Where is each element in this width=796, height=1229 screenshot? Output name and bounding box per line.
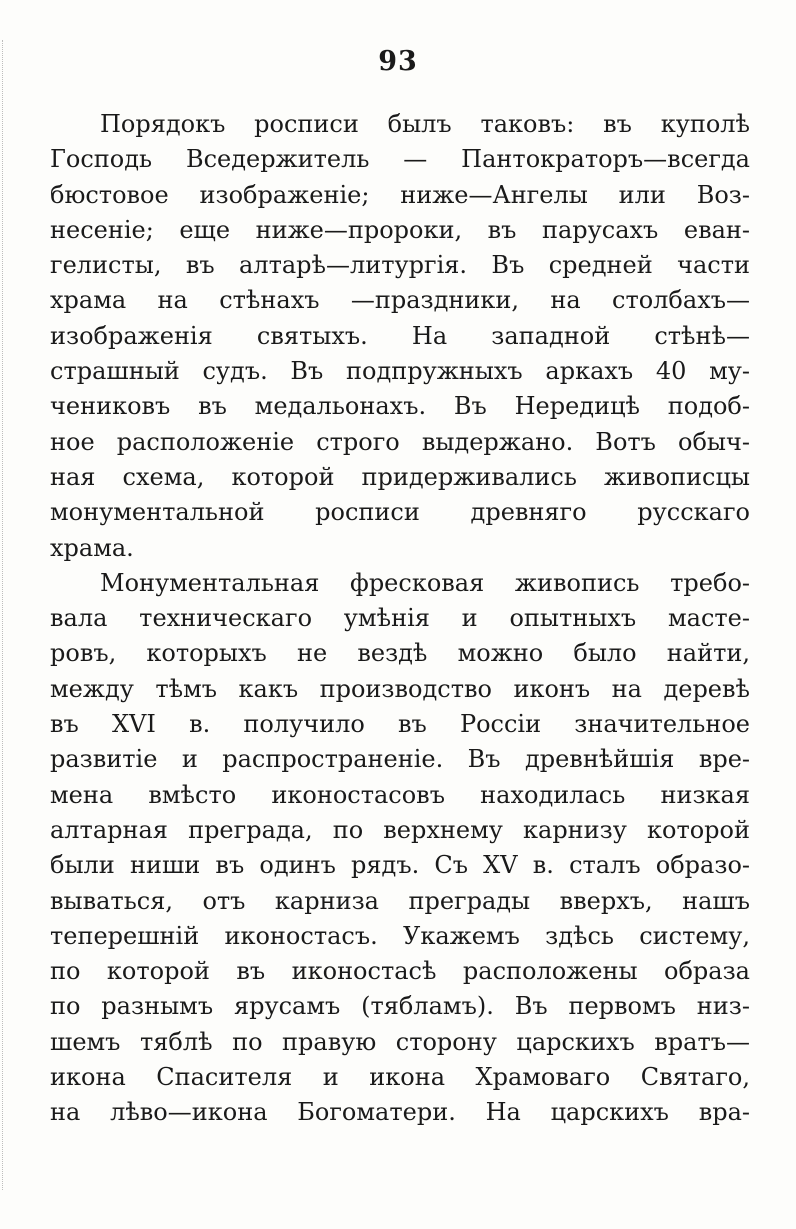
text-line: ное расположеніе строго выдержано. Вотъ обыч-: [50, 427, 750, 456]
text-line: между тѣмъ какъ производство иконъ на деревѣ: [50, 674, 750, 703]
text-line: гелисты, въ алтарѣ—литургія. Въ средней части: [50, 251, 750, 280]
text-line: были ниши въ одинъ рядъ. Съ XV в. сталъ образо-: [50, 851, 750, 880]
text-line: бюстовое изображеніе; ниже—Ангелы или Воз-: [50, 180, 750, 209]
text-line: храма.: [50, 533, 134, 562]
text-line: несеніе; еще ниже—пророки, въ парусахъ еван-: [50, 215, 750, 244]
text-line: въ XVI в. получило въ Россіи значительное: [50, 710, 750, 739]
text-line: ровъ, которыхъ не вездѣ можно было найти,: [50, 639, 750, 668]
text-line: ная схема, которой придерживались живописцы: [50, 462, 750, 491]
text-line: теперешній иконостасъ. Укажемъ здѣсь систему,: [50, 921, 750, 950]
text-line: Господь Вседержитель — Пантократоръ—всегда: [50, 145, 750, 174]
page-number: 93: [378, 46, 418, 77]
text-line: храма на стѣнахъ —праздники, на столбахъ—: [50, 286, 750, 315]
text-line: монументальной росписи древняго русскаго: [50, 498, 750, 527]
text-line: шемъ тяблѣ по правую сторону царскихъ вратъ—: [50, 1027, 750, 1056]
text-line: развитіе и распространеніе. Въ древнѣйшія вре-: [50, 745, 750, 774]
text-line: вала техническаго умѣнія и опытныхъ масте-: [50, 604, 750, 633]
text-line: страшный судъ. Въ подпружныхъ аркахъ 40 му-: [50, 357, 750, 386]
text-line: по которой въ иконостасѣ расположены образа: [50, 957, 750, 986]
text-line: изображенія святыхъ. На западной стѣнѣ—: [50, 321, 750, 350]
body-text: [50, 107, 750, 1131]
text-line: на лѣво—икона Богоматери. На царскихъ вра-: [50, 1098, 750, 1127]
text-line: вываться, отъ карниза преграды вверхъ, нашъ: [50, 886, 750, 915]
text-line: икона Спасителя и икона Храмоваго Святаго,: [50, 1063, 750, 1092]
text-line: алтарная преграда, по верхнему карнизу которой: [50, 815, 750, 844]
page-edge-marks: [2, 40, 13, 1190]
text-line: мена вмѣсто иконостасовъ находилась низкая: [50, 780, 750, 809]
text-line: по разнымъ ярусамъ (тябламъ). Въ первомъ низ-: [50, 992, 750, 1021]
text-line: Порядокъ росписи былъ таковъ: въ куполѣ: [100, 110, 750, 138]
text-line: Монументальная фресковая живопись требо-: [100, 568, 750, 597]
text-line: чениковъ въ медальонахъ. Въ Нередицѣ подоб-: [50, 392, 750, 421]
